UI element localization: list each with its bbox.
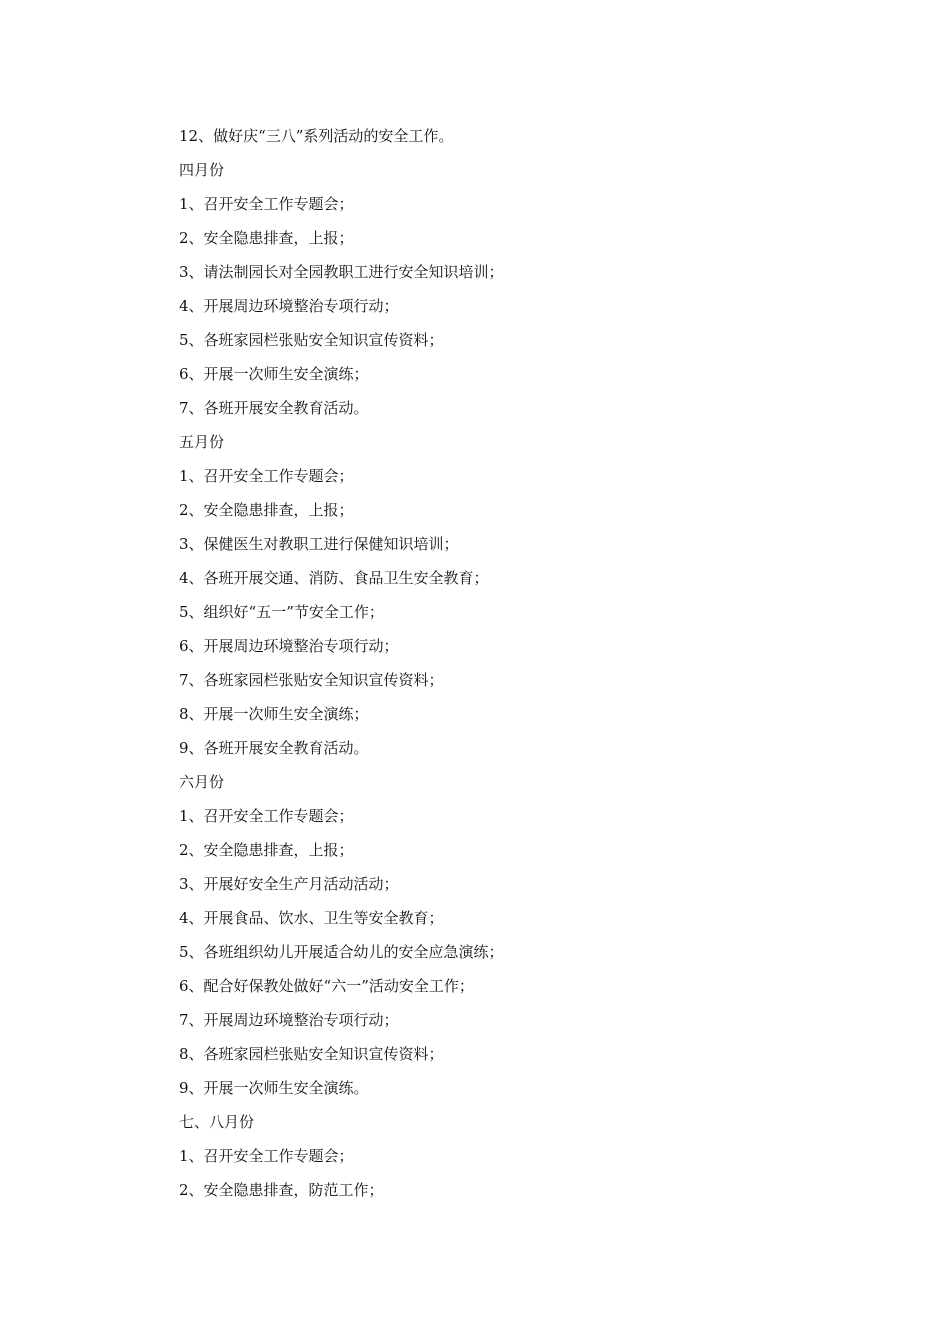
list-item: 3、保健医生对教职工进行保健知识培训； — [179, 535, 459, 553]
list-item: 1、召开安全工作专题会； — [179, 807, 354, 825]
section-heading-july-august: 七、八月份 — [179, 1113, 255, 1131]
list-item: 1、召开安全工作专题会； — [179, 467, 354, 485]
list-item: 5、各班组织幼儿开展适合幼儿的安全应急演练； — [179, 943, 504, 961]
list-item-12-sanba: 12、做好庆“三八”系列活动的安全工作。 — [179, 127, 454, 145]
list-item: 9、各班开展安全教育活动。 — [179, 739, 369, 757]
list-item: 6、配合好保教处做好“六一”活动安全工作； — [179, 977, 474, 995]
list-item: 7、开展周边环境整治专项行动； — [179, 1011, 399, 1029]
list-item: 2、安全隐患排查，上报； — [179, 229, 354, 247]
list-item: 6、开展一次师生安全演练； — [179, 365, 369, 383]
document-body — [179, 119, 779, 1207]
list-item: 2、安全隐患排查，上报； — [179, 501, 354, 519]
list-item: 7、各班家园栏张贴安全知识宣传资料； — [179, 671, 444, 689]
list-item: 4、开展周边环境整治专项行动； — [179, 297, 399, 315]
list-item: 2、安全隐患排查，防范工作； — [179, 1181, 384, 1199]
list-item: 8、各班家园栏张贴安全知识宣传资料； — [179, 1045, 444, 1063]
list-item: 7、各班开展安全教育活动。 — [179, 399, 369, 417]
list-item: 1、召开安全工作专题会； — [179, 1147, 354, 1165]
list-item: 3、开展好安全生产月活动活动； — [179, 875, 399, 893]
list-item: 5、组织好“五一”节安全工作； — [179, 603, 384, 621]
section-heading-may: 五月份 — [179, 433, 225, 451]
section-heading-june: 六月份 — [179, 773, 225, 791]
list-item: 2、安全隐患排查，上报； — [179, 841, 354, 859]
list-item: 6、开展周边环境整治专项行动； — [179, 637, 399, 655]
list-item: 9、开展一次师生安全演练。 — [179, 1079, 369, 1097]
list-item: 1、召开安全工作专题会； — [179, 195, 354, 213]
list-item: 5、各班家园栏张贴安全知识宣传资料； — [179, 331, 444, 349]
list-item: 4、各班开展交通、消防、食品卫生安全教育； — [179, 569, 489, 587]
list-item: 8、开展一次师生安全演练； — [179, 705, 369, 723]
list-item: 3、请法制园长对全园教职工进行安全知识培训； — [179, 263, 504, 281]
list-item: 4、开展食品、饮水、卫生等安全教育； — [179, 909, 444, 927]
section-heading-april: 四月份 — [179, 161, 225, 179]
